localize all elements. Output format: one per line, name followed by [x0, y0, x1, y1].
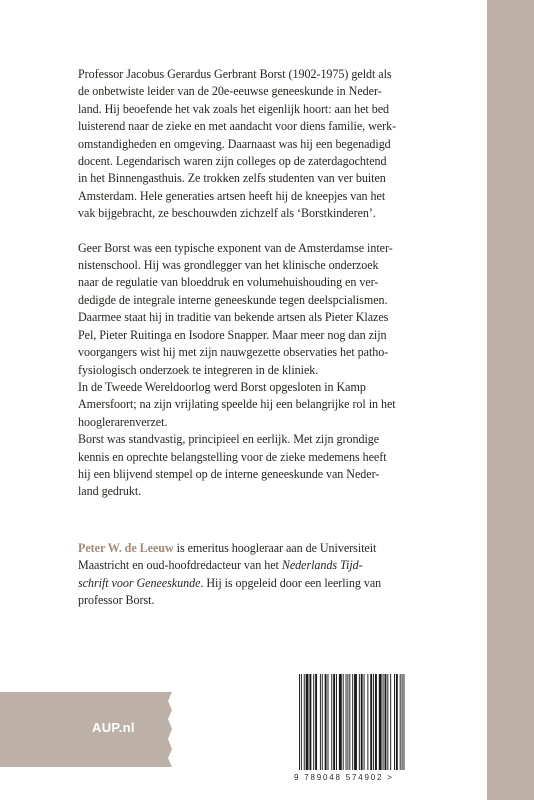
text-line: Amsterdam. Hele generaties artsen heeft hij de kneepjes van het — [78, 188, 386, 203]
text-line: Amersfoort; na zijn vrijlating speelde hij een belangrijke rol in het — [78, 397, 396, 412]
text-line: fysiologisch onderzoek te integreren in de kliniek. — [78, 362, 319, 377]
text-line: land. Hij beoefende het vak zoals het eigenlijk hoort: aan het bed — [78, 101, 390, 116]
text-line: In de Tweede Wereldoorlog werd Borst opgesloten in Kamp — [78, 379, 366, 394]
bio-text: is emeritus hoogleraar aan de Universiteit — [173, 540, 377, 555]
text-line: professor Borst. — [78, 592, 155, 607]
text-line: vak bijgebracht, ze beschouwden zichzelf als ‘Borstkinderen’. — [78, 206, 376, 221]
text-line: omstandigheden en omgeving. Daarnaast was hij een begenadigd — [78, 136, 391, 151]
text-line: Professor Jacobus Gerardus Gerbrant Borst (1902-1975) geldt als — [78, 67, 392, 81]
isbn-number: 9 789048 574902 > — [294, 773, 394, 782]
barcode — [295, 672, 445, 772]
text-line: de onbetwiste leider van de 20e-eeuwse geneeskunde in Neder- — [78, 84, 382, 99]
text-line — [78, 540, 436, 557]
author-bio — [78, 540, 436, 610]
bio-text: Maastricht en oud-hoofdredacteur van het — [78, 558, 282, 573]
text-line: in het Binnengasthuis. Ze trokken zelfs studenten van ver buiten — [78, 171, 386, 186]
barcode-icon — [295, 672, 445, 772]
text-line — [78, 575, 436, 592]
text-line: naar de regulatie van bloeddruk en volumehuishouding en ver- — [78, 275, 379, 290]
text-line: voorgangers wist hij met zijn nauwgezette observaties het patho- — [78, 345, 389, 360]
text-line — [78, 557, 436, 574]
author-name: Peter W. de Leeuw — [78, 540, 174, 555]
publisher-link[interactable]: AUP.nl — [92, 720, 135, 735]
text-line: docent. Legendarisch waren zijn colleges op de zaterdagochtend — [78, 154, 387, 169]
text-line: kennis en oprechte belangstelling voor de zieke medemens heeft — [78, 449, 387, 464]
journal-title: schrift voor Geneeskunde — [78, 575, 201, 590]
text-line: luisterend naar de zieke en met aandacht voor diens familie, werk- — [78, 119, 397, 134]
bio-text: . Hij is opgeleid door een leerling van — [200, 575, 382, 590]
publisher-tab — [0, 692, 172, 767]
paragraph-biography — [78, 66, 436, 223]
text-line: dedigde de integrale interne geneeskunde tegen deelspcialismen. — [78, 292, 388, 307]
text-line: Daarmee staat hij in traditie van bekende artsen als Pieter Klazes — [78, 310, 389, 325]
paragraph-career — [78, 240, 436, 501]
text-line: hooglerarenverzet. — [78, 414, 168, 429]
text-line: Pel, Pieter Ruitinga en Isodore Snapper. Maar meer nog dan zijn — [78, 327, 387, 342]
text-line: land gedrukt. — [78, 484, 142, 499]
text-line: hij een blijvend stempel op de interne geneeskunde van Neder- — [78, 466, 380, 481]
journal-title: Nederlands Tijd- — [281, 558, 363, 573]
back-cover-text — [78, 66, 436, 609]
right-spine-band — [487, 0, 534, 800]
text-line: Borst was standvastig, principieel en eerlijk. Met zijn grondige — [78, 432, 380, 447]
text-line: nistenschool. Hij was grondlegger van het klinische onderzoek — [78, 258, 379, 273]
tab-edge-icon — [166, 692, 178, 767]
text-line: Geer Borst was een typische exponent van de Amsterdamse inter- — [78, 240, 393, 255]
